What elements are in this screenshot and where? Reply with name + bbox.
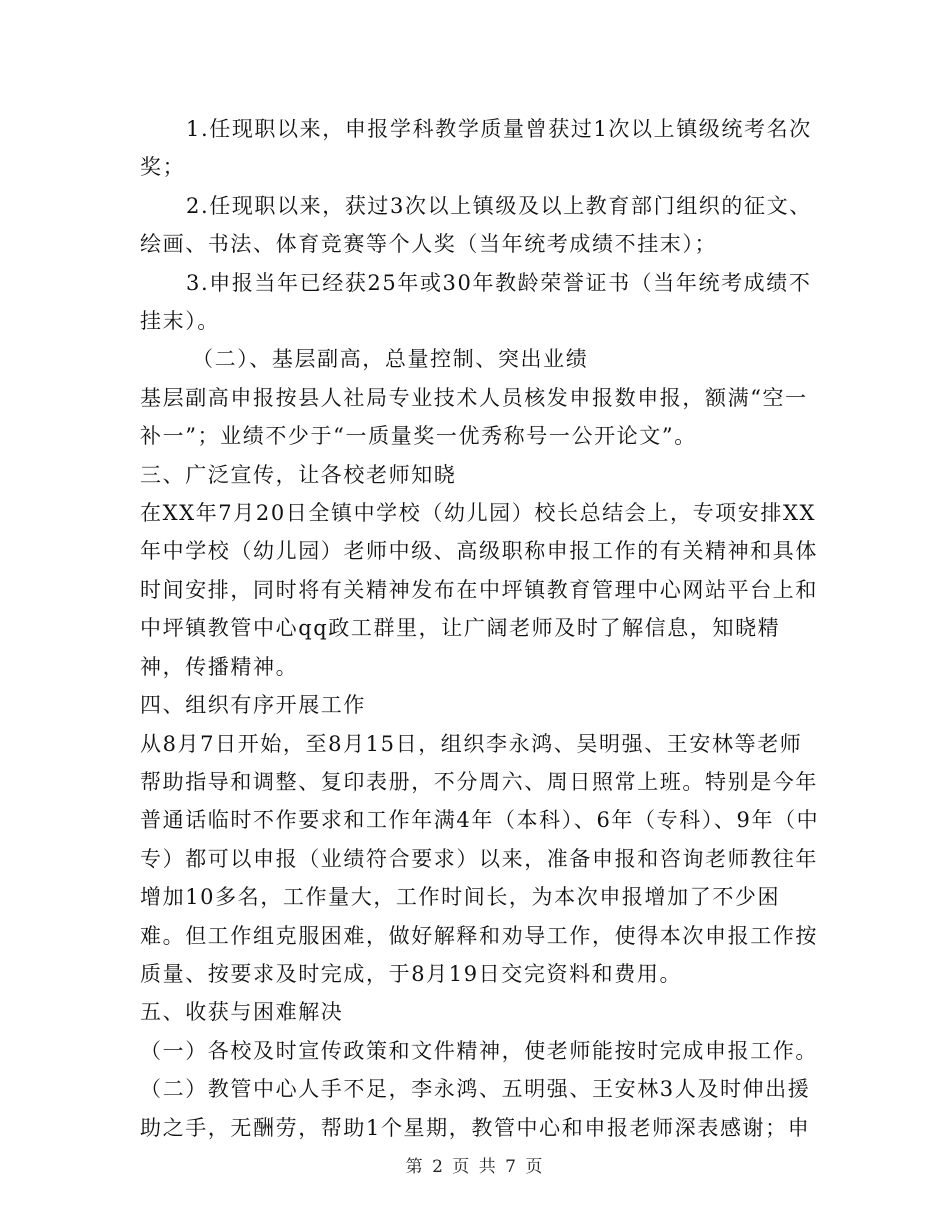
paragraph-item-3: 3.申报当年已经获25年或30年教龄荣誉证书（当年统考成绩不挂末）。 xyxy=(140,270,812,334)
paragraph-basic-deputy: 基层副高申报按县人社局专业技术人员核发申报数申报，额满“空一补一”；业绩不少于“一质量奖一优秀称号一公开论文”。 xyxy=(140,385,808,449)
section-heading-3: 三、广泛宣传，让各校老师知晓 xyxy=(140,462,457,487)
page-number-footer: 第 2 页 共 7 页 xyxy=(405,1157,545,1177)
paragraph-organization: 从8月7日开始，至8月15日，组织李永鸿、吴明强、王安林等老师帮助指导和调整、复印表册，不分周六、周日照常上班。特别是今年普通话临时不作要求和工作年满4年（本科）、6年（专科）、9年（中专）都可以申报（业绩符合要求）以来，准备申报和咨询老师教往年增加10多名，工作量大，工作时间长，为本次申报增加了不少困难。但工作组克服困难，做好解释和劝导工作，使得本次申报工作按质量、按要求及时完成，于8月19日交完资料和费用。 xyxy=(140,731,820,986)
section-heading-4: 四、组织有序开展工作 xyxy=(140,693,366,718)
paragraph-result-2: （二）教管中心人手不足，李永鸿、五明强、王安林3人及时伸出援助之手，无酬劳，帮助1个星期，教管中心和申报老师深表感谢；申 xyxy=(140,1077,811,1140)
section-heading-2: （二）、基层副高，总量控制、突出业绩 xyxy=(192,347,589,372)
document-body xyxy=(140,110,820,1147)
paragraph-publicity: 在XX年7月20日全镇中学校（幼儿园）校长总结会上，专项安排XX年中学校（幼儿园）老师中级、高级职称申报工作的有关精神和具体时间安排，同时将有关精神发布在中坪镇教育管理中心网站平台上和中坪镇教管中心qq政工群里，让广阔老师及时了解信息，知晓精神，传播精神。 xyxy=(140,501,818,679)
paragraph-item-2: 2.任现职以来，获过3次以上镇级及以上教育部门组织的征文、绘画、书法、体育竞赛等个人奖（当年统考成绩不挂末）； xyxy=(140,193,812,257)
paragraph-item-1: 1.任现职以来，申报学科教学质量曾获过1次以上镇级统考名次奖； xyxy=(140,117,812,180)
paragraph-result-1: （一）各校及时宣传政策和文件精神，使老师能按时完成申报工作。 xyxy=(140,1038,818,1063)
section-heading-5: 五、收获与困难解决 xyxy=(140,1000,344,1025)
